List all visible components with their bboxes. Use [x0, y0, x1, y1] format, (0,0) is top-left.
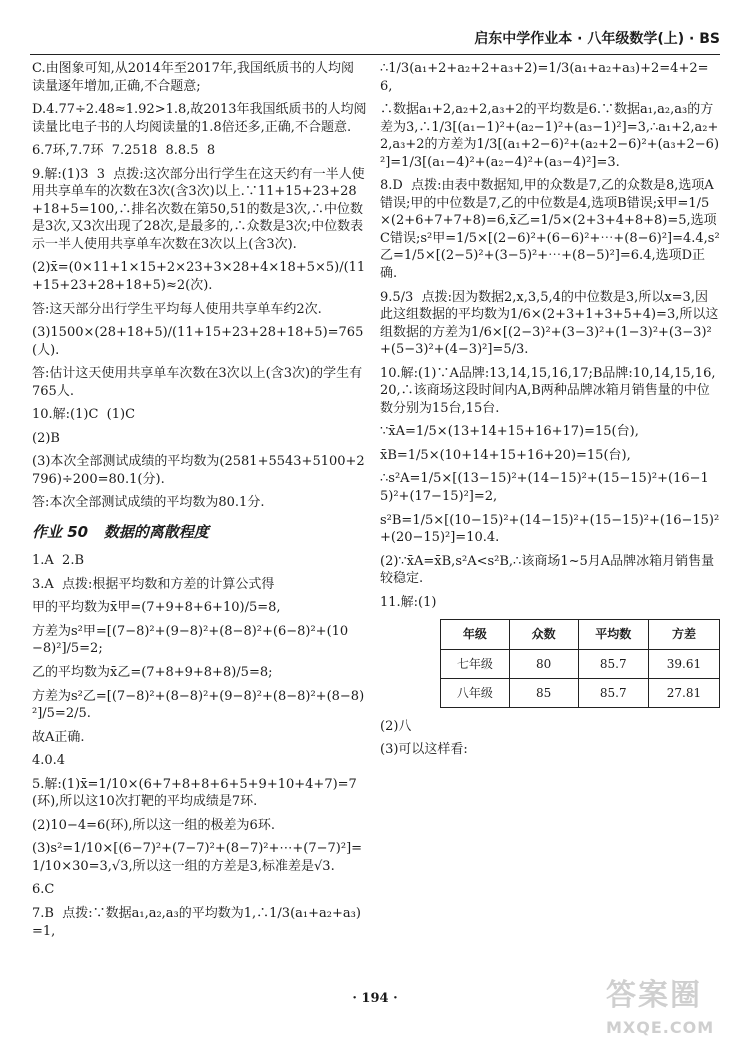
table-cell: 85 — [509, 678, 578, 707]
answer-line: 乙的平均数为x̄乙=(7+8+9+8+8)/5=8; — [32, 665, 273, 681]
left-answers-2 — [32, 552, 367, 940]
answer-line: (3)可以这样看: — [380, 742, 468, 758]
table-cell: 85.7 — [578, 678, 648, 707]
page-number: · 194 · — [352, 991, 398, 1007]
answer-line: 答:本次全部测试成绩的平均数为80.1分. — [32, 495, 265, 511]
answer-line: 答:估计这天使用共享单车次数在3次以上(含3次)的学生有765人. — [32, 366, 363, 399]
answer-line: (2)B — [32, 430, 60, 446]
answer-line: (3)1500×(28+18+5)/(11+15+23+28+18+5)=765(人). — [32, 325, 364, 358]
left-column — [32, 60, 367, 978]
answer-line: 方差为s²甲=[(7−8)²+(9−8)²+(8−8)²+(6−8)²+(10−8)²]/5=2; — [32, 623, 349, 657]
answer-line: C.由图象可知,从2014年至2017年,我国纸质书的人均阅读量逐年增加,正确,不合题意; — [32, 61, 355, 94]
watermark-top-text: 答案圈 — [606, 978, 702, 1013]
answer-line: ∴数据a₁+2,a₂+2,a₃+2的平均数是6.∵数据a₁,a₂,a₃的方差为3,∴1/3[(a₁−1)²+(a₂−1)²+(a₃−1)²]=3,∴a₁+2,a₂+2,a₃+2的方差为1/3[(a₁+2−6)²+(a₂+2−6)²+(a₃+2−6)²]=1/3[(a₁−4)²+(a₂−4)²+(a₃−4)²]=3. — [380, 102, 720, 170]
section-title: 数据的离散程度 — [103, 523, 209, 542]
table-row — [441, 649, 720, 678]
answer-line: (3)本次全部测试成绩的平均数为(2581+5543+5100+2796)÷200=80.1(分). — [32, 454, 365, 487]
answer-line: (2)10−4=6(环),所以这一组的极差为6环. — [32, 817, 275, 833]
watermark-logo — [606, 976, 736, 1040]
table-row — [441, 678, 720, 707]
answer-line: 4.0.4 — [32, 753, 66, 769]
answer-line: 6.C — [32, 882, 55, 898]
table-header-cell: 方差 — [648, 620, 719, 649]
right-column — [380, 60, 720, 978]
answer-line: 故A正确. — [32, 729, 85, 745]
answer-line: 甲的平均数为x̄甲=(7+9+8+6+10)/5=8, — [32, 600, 281, 616]
answer-line: 3.A 点拨:根据平均数和方差的计算公式得 — [32, 576, 275, 592]
right-answers-2 — [380, 718, 720, 759]
answer-line: 10.解:(1)∵A品牌:13,14,15,16,17;B品牌:10,14,15,16,20,∴该商场这段时间内A,B两种品牌冰箱月销售量的中位数分别为15台,15台. — [380, 365, 716, 416]
answer-line: 6.7环,7.7环 7.2518 8.8.5 8 — [32, 143, 216, 159]
section-number: 作业 50 — [32, 523, 89, 542]
answer-line: x̄B=1/5×(10+14+15+16+20)=15(台), — [380, 447, 631, 463]
answer-line: 7.B 点拨:∵数据a₁,a₂,a₃的平均数为1,∴1/3(a₁+a₂+a₃)=1, — [32, 906, 361, 939]
table-cell: 七年级 — [441, 649, 510, 678]
header-title: 启东中学作业本 · 八年级数学(上) · BS — [474, 31, 720, 47]
answer-line: 方差为s²乙=[(7−8)²+(8−8)²+(9−8)²+(8−8)²+(8−8)²]/5=2/5. — [32, 688, 365, 722]
table-body — [441, 649, 720, 707]
table-cell: 39.61 — [648, 649, 719, 678]
watermark-bottom-text: MXQE.COM — [606, 1017, 715, 1037]
left-answers-1 — [32, 60, 367, 512]
right-answers-1 — [380, 60, 720, 611]
table-cell: 27.81 — [648, 678, 719, 707]
answer-line: D.4.77÷2.48≈1.92>1.8,故2013年我国纸质书的人均阅读量比电子书的人均阅读量的1.8倍还多,正确,不合题意. — [32, 102, 367, 135]
table-cell: 80 — [509, 649, 578, 678]
answer-line: 9.5/3 点拨:因为数据2,x,3,5,4的中位数是3,所以x=3,因此这组数据的平均数为1/6×(2+3+1+3+5+4)=3,所以这组数据的方差为1/6×[(2−3)²+(3−3)²+(1−3)²+(3−3)²+(5−3)²+(4−3)²]=5/3. — [380, 289, 719, 358]
answer-line: s²B=1/5×[(10−15)²+(14−15)²+(15−15)²+(16−15)²+(20−15)²]=10.4. — [380, 512, 720, 546]
section-heading — [32, 522, 367, 542]
page-header — [30, 30, 720, 55]
answer-line: (2)x̄=(0×11+1×15+2×23+3×28+4×18+5×5)/(11+15+23+28+18+5)≈2(次). — [32, 260, 366, 294]
answer-line: ∵x̄A=1/5×(13+14+15+16+17)=15(台), — [380, 424, 639, 440]
answer-line: 11.解:(1) — [380, 594, 437, 610]
answer-line: 1.A 2.B — [32, 553, 85, 569]
grade-statistics-table — [440, 619, 720, 708]
answer-line: 答:这天部分出行学生平均每人使用共享单车约2次. — [32, 301, 322, 317]
answer-line: (3)s²=1/10×[(6−7)²+(7−7)²+(8−7)²+⋯+(7−7)²]=1/10×30=3,√3,所以这一组的方差是3,标准差是√3. — [32, 841, 363, 874]
answer-line: 5.解:(1)x̄=1/10×(6+7+8+8+6+5+9+10+4+7)=7(环),所以这10次打靶的平均成绩是7环. — [32, 776, 357, 810]
table-cell: 85.7 — [578, 649, 648, 678]
answer-line: (2)∵x̄A=x̄B,s²A<s²B,∴该商场1~5月A品牌冰箱月销售量较稳定. — [380, 553, 715, 587]
answer-line: (2)八 — [380, 718, 412, 734]
table-cell: 八年级 — [441, 678, 510, 707]
table-header-cell: 年级 — [441, 620, 510, 649]
table-header-cell: 众数 — [509, 620, 578, 649]
answer-line: ∴1/3(a₁+2+a₂+2+a₃+2)=1/3(a₁+a₂+a₃)+2=4+2=6, — [380, 61, 709, 94]
table-header-row — [441, 620, 720, 649]
answer-line: 8.D 点拨:由表中数据知,甲的众数是7,乙的众数是8,选项A错误;甲的中位数是7,乙的中位数是4,选项B错误;x̄甲=1/5×(2+6+7+7+8)=6,x̄乙=1/5×(2+3+4+8+8)=5,选项C错误;s²甲=1/5×[(2−6)²+(6−6)²+⋯+(8−6)²]=4.4,s²乙=1/5×[(2−5)²+(3−5)²+⋯+(8−5)²]=6.4,选项D正确. — [380, 178, 720, 282]
table-header-cell: 平均数 — [578, 620, 648, 649]
answer-line: ∴s²A=1/5×[(13−15)²+(14−15)²+(15−15)²+(16−15)²+(17−15)²]=2, — [380, 471, 709, 505]
answer-line: 10.解:(1)C (1)C — [32, 407, 136, 423]
answer-line: 9.解:(1)3 3 点拨:这次部分出行学生在这天约有一半人使用共享单车的次数在3次(含3次)以上.∵11+15+23+28+18+5=100,∴排名次数在第50,51的数是3次,∴中位数是3次,又3次出现了28次,是最多的,∴众数是3次;中位数表示一半人使用共享单车次数在3次以上(含3次). — [32, 166, 365, 252]
